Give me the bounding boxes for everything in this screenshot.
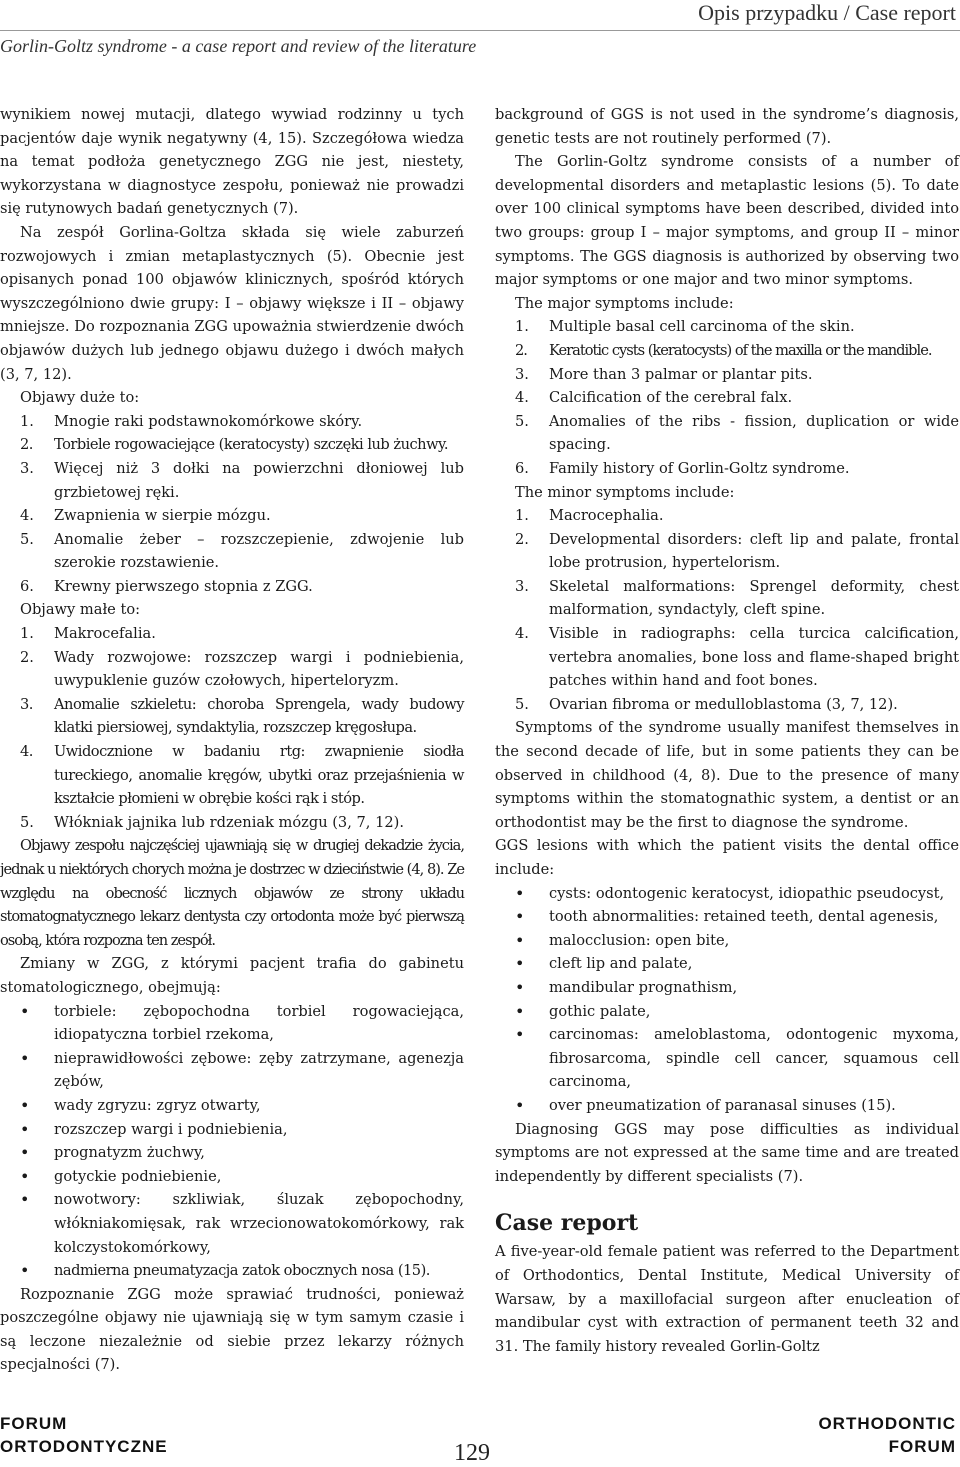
left-major-list — [0, 410, 464, 599]
left-major-heading: Objawy duże to: — [20, 389, 140, 407]
list-item: 5. Ovarian fibroma or medulloblastoma (3, 7, 12). — [515, 695, 898, 713]
list-item: 5. Anomalie żeber – rozszczepienie, zdwojenie lub szerokie rozstawienie. — [20, 530, 464, 572]
list-item: 4. Zwapnienia w sierpie mózgu. — [20, 507, 271, 525]
list-item: 3. Anomalie szkieletu: choroba Sprengela, wady budowy klatki piersiowej, syndaktylia, rozszczep kręgosłupa. — [20, 695, 464, 737]
list-item: 1. Macrocephalia. — [515, 507, 664, 525]
list-item: • wady zgryzu: zgryz otwarty, — [0, 1094, 464, 1118]
list-item: 3. Więcej niż 3 dołki na powierzchni dłoniowej lub grzbietowej ręki. — [20, 459, 464, 501]
list-item: • gotyckie podniebienie, — [0, 1165, 464, 1189]
left-paragraph-3: Objawy zespołu najczęściej ujawniają się w drugiej dekadzie życia, jednak u niektórych chorych można je dostrzec w dzieciństwie (4, 8). Ze względu na obecność licznych objawów ze strony układu stomatognatycznego lekarz dentysta czy ortodonta może być pierwszą osobą, która rozpozna ten zespół. — [0, 837, 464, 949]
header-section-label: Opis przypadku / Case report — [698, 0, 956, 25]
footer-journal-pl-line1: FORUM — [0, 1414, 68, 1433]
list-item: 5. Anomalies of the ribs - fission, duplication or wide spacing. — [515, 412, 959, 454]
footer-journal-en-line1: ORTHODONTIC — [818, 1414, 956, 1433]
list-item: • tooth abnormalities: retained teeth, dental agenesis, — [495, 905, 959, 929]
list-item: 1. Makrocefalia. — [20, 625, 156, 643]
right-paragraph-3: Symptoms of the syndrome usually manifest themselves in the second decade of life, but in some patients they can be observed in childhood (4, 8). Due to the presence of many symptoms within the stomatognathic system, a dentist or an orthodontist may be the first to diagnose the syndrome. — [495, 719, 959, 831]
list-item: 4. Uwidocznione w badaniu rtg: zwapnienie siodła tureckiego, anomalie kręgów, ubytki oraz przejaśnienia w kształcie płomieni w obrębie kości rąk i stóp. — [20, 743, 464, 808]
list-item: 1. Mnogie raki podstawnokomórkowe skóry. — [20, 412, 363, 430]
list-item: • nieprawidłowości zębowe: zęby zatrzymane, agenezja zębów, — [0, 1047, 464, 1094]
list-item: 2. Torbiele rogowaciejące (keratocysty) szczęki lub żuchwy. — [20, 436, 449, 454]
right-column — [495, 103, 959, 1358]
list-item: 2. Keratotic cysts (keratocysts) of the maxilla or the mandible. — [515, 341, 932, 359]
list-item: 5. Włókniak jajnika lub rdzeniak mózgu (3, 7, 12). — [20, 813, 404, 831]
list-item: • nadmierna pneumatyzacja zatok obocznych nosa (15). — [0, 1259, 464, 1283]
right-bullet-list — [495, 882, 959, 1118]
right-minor-heading: The minor symptoms include: — [515, 483, 735, 501]
list-item: • cleft lip and palate, — [495, 952, 959, 976]
left-minor-heading: Objawy małe to: — [20, 601, 141, 619]
running-title: Gorlin-Goltz syndrome - a case report and review of the literature — [0, 36, 477, 56]
list-item: • carcinomas: ameloblastoma, odontogenic myxoma, fibrosarcoma, spindle cell cancer, squamous cell carcinoma, — [495, 1023, 959, 1094]
list-item: 6. Family history of Gorlin-Goltz syndrome. — [515, 459, 850, 477]
list-item: • nowotwory: szkliwiak, śluzak zębopochodny, włókniakomięsak, rak wrzecionowatokomórkowy, rak kolczystokomórkowy, — [0, 1188, 464, 1259]
list-item: 4. Visible in radiographs: cella turcica calcification, vertebra anomalies, bone loss and flame-shaped bright patches within hand and foot bones. — [515, 625, 959, 690]
right-paragraph-6: A five-year-old female patient was referred to the Department of Orthodontics, Dental Institute, Medical University of Warsaw, by a maxillofacial surgeon after enucleation of mandibular cyst with extraction of permanent teeth 32 and 31. The family history revealed Gorlin-Goltz — [495, 1243, 959, 1355]
case-report-heading: Case report — [495, 1210, 639, 1237]
right-minor-list — [495, 504, 959, 716]
list-item: • prognatyzm żuchwy, — [0, 1141, 464, 1165]
list-item: 3. More than 3 palmar or plantar pits. — [515, 365, 813, 383]
footer-journal-en-line2: FORUM — [888, 1437, 956, 1456]
left-paragraph-2: Na zespół Gorlina-Goltza składa się wiele zaburzeń rozwojowych i zmian metaplastycznych (5). Obecnie jest opisanych ponad 100 objawów klinicznych, spośród których wyszczególniono dwie grupy: I – objawy większe i II – objawy mniejsze. Do rozpoznania ZGG upoważnia stwierdzenie dwóch objawów dużych lub jednego objawu dużego i dwóch małych (3, 7, 12). — [0, 223, 464, 383]
left-bullet-list — [0, 1000, 464, 1283]
left-minor-list — [0, 622, 464, 834]
right-major-list — [495, 315, 959, 480]
left-paragraph-1: wynikiem nowej mutacji, dlatego wywiad rodzinny u tych pacjentów daje wynik negatywny (4, 15). Szczegółowa wiedza na temat podłoża genetycznego ZGG nie jest, niestety, wykorzystana w diagnostyce zespołu, ponieważ nie prowadzi się rutynowych badań genetycznych (7). — [0, 106, 464, 218]
list-item: • cysts: odontogenic keratocyst, idiopathic pseudocyst, — [495, 882, 959, 906]
list-item: • malocclusion: open bite, — [495, 929, 959, 953]
right-paragraph-4: GGS lesions with which the patient visits the dental office include: — [495, 837, 959, 878]
right-paragraph-1: background of GGS is not used in the syndrome’s diagnosis, genetic tests are not routinely performed (7). — [495, 106, 959, 147]
list-item: 1. Multiple basal cell carcinoma of the skin. — [515, 318, 855, 336]
list-item: 6. Krewny pierwszego stopnia z ZGG. — [20, 577, 313, 595]
footer-journal-pl-line2: ORTODONTYCZNE — [0, 1437, 168, 1456]
list-item: 2. Wady rozwojowe: rozszczep wargi i podniebienia, uwypuklenie guzów czołowych, hiperteloryzm. — [20, 648, 464, 690]
right-paragraph-5: Diagnosing GGS may pose difficulties as individual symptoms are not expressed at the same time and are treated independently by different specialists (7). — [495, 1120, 959, 1185]
list-item: • gothic palate, — [495, 1000, 959, 1024]
list-item: 4. Calcification of the cerebral falx. — [515, 389, 793, 407]
left-column — [0, 103, 464, 1377]
left-paragraph-5: Rozpoznanie ZGG może sprawiać trudności, ponieważ poszczególne objawy nie ujawniają się w tym samym czasie i są leczone niezależnie od siebie przez lekarzy różnych specjalności (7). — [0, 1285, 464, 1374]
list-item: 2. Developmental disorders: cleft lip and palate, frontal lobe protrusion, hypertelorism. — [515, 530, 959, 572]
left-paragraph-4: Zmiany w ZGG, z którymi pacjent trafia do gabinetu stomatologicznego, obejmują: — [0, 955, 464, 996]
list-item: • torbiele: zębopochodna torbiel rogowaciejąca, idiopatyczna torbiel rzekoma, — [0, 1000, 464, 1047]
list-item: • mandibular prognathism, — [495, 976, 959, 1000]
list-item: 3. Skeletal malformations: Sprengel deformity, chest malformation, syndactyly, cleft spine. — [515, 577, 959, 619]
header-rule — [0, 30, 960, 31]
list-item: • rozszczep wargi i podniebienia, — [0, 1118, 464, 1142]
right-major-heading: The major symptoms include: — [515, 294, 734, 312]
page-number: 129 — [454, 1440, 490, 1466]
right-paragraph-2: The Gorlin-Goltz syndrome consists of a number of developmental disorders and metaplastic lesions (5). To date over 100 clinical symptoms have been described, divided into two groups: group I – major symptoms, and group II – minor symptoms. The GGS diagnosis is authorized by observing two major symptoms or one major and two minor symptoms. — [495, 153, 959, 289]
list-item: • over pneumatization of paranasal sinuses (15). — [495, 1094, 959, 1118]
